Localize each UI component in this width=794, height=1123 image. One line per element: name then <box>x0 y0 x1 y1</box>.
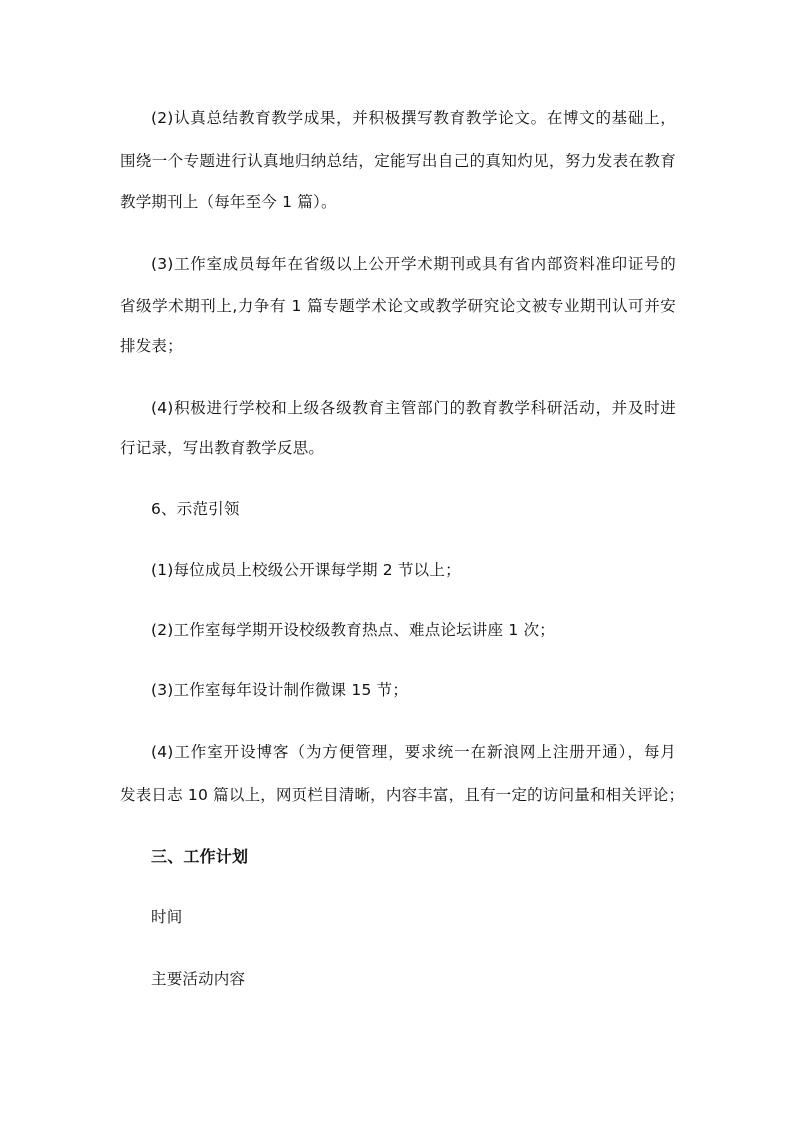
paragraph-3-line-3: 排发表； <box>120 337 183 355</box>
label-main-activity: 主要活动内容 <box>151 970 246 988</box>
paragraph-4-line-1: (4)积极进行学校和上级各级教育主管部门的教育教学科研活动，并及时进 <box>151 399 676 417</box>
paragraph-2-line-3: 教学期刊上（每年至今 1 篇）。 <box>120 193 337 211</box>
section-heading-work-plan: 三、工作计划 <box>151 847 249 866</box>
paragraph-2-line-2: 围绕一个专题进行认真地归纳总结，定能写出自己的真知灼见，努力发表在教育 <box>120 152 676 170</box>
section-6-item-2: (2)工作室每学期开设校级教育热点、难点论坛讲座 1 次； <box>151 621 555 639</box>
paragraph-3-line-1: (3)工作室成员每年在省级以上公开学术期刊或具有省内部资料准印证号的 <box>151 255 676 273</box>
paragraph-2-line-1: (2)认真总结教育教学成果，并积极撰写教育教学论文。在博文的基础上， <box>151 109 676 127</box>
label-time: 时间 <box>151 908 183 926</box>
section-6-item-1: (1)每位成员上校级公开课每学期 2 节以上； <box>151 561 461 579</box>
paragraph-4-line-2: 行记录，写出教育教学反思。 <box>120 439 325 457</box>
paragraph-3-line-2: 省级学术期刊上,力争有 1 篇专题学术论文或教学研究论文被专业期刊认可并安 <box>120 297 676 315</box>
section-6-item-4-line-1: (4)工作室开设博客（为方便管理，要求统一在新浪网上注册开通），每月 <box>151 743 676 761</box>
section-6-item-4-line-2: 发表日志 10 篇以上，网页栏目清晰，内容丰富，且有一定的访问量和相关评论； <box>120 786 685 804</box>
section-6-title: 6、示范引领 <box>151 500 240 518</box>
section-6-item-3: (3)工作室每年设计制作微课 15 节； <box>151 681 409 699</box>
